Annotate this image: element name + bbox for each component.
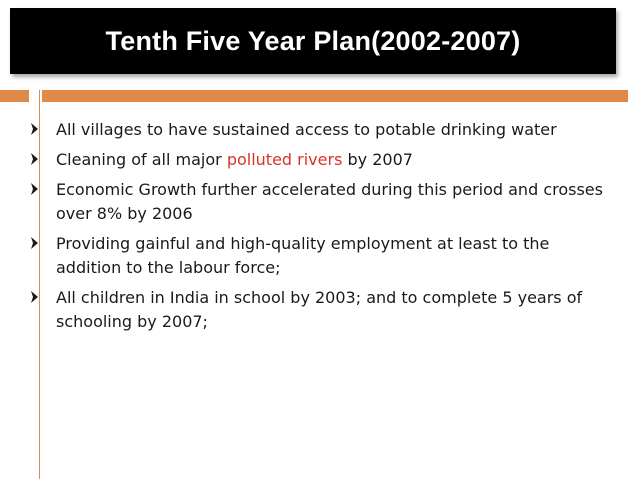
bullet-text-after: by 2007 (342, 150, 413, 169)
arrow-bullet-icon (30, 290, 40, 304)
bullet-list (0, 118, 638, 340)
bullet-text: All villages to have sustained access to potable drinking water (56, 120, 557, 139)
arrow-bullet-icon (30, 122, 40, 136)
bullet-text-before: Cleaning of all major (56, 150, 227, 169)
accent-rule-right (42, 90, 628, 102)
arrow-bullet-icon (30, 152, 40, 166)
bullet-item (0, 232, 638, 280)
arrow-bullet-icon (30, 182, 40, 196)
arrow-bullet-icon (30, 236, 40, 250)
bullet-text: All children in India in school by 2003; and to complete 5 years of schooling by 2007; (56, 288, 583, 331)
highlight-text: polluted rivers (226, 150, 343, 169)
bullet-item (0, 118, 638, 142)
bullet-item (0, 178, 638, 226)
bullet-text: Economic Growth further accelerated during this period and crosses over 8% by 2006 (56, 180, 603, 223)
title-bar (10, 8, 616, 74)
accent-vertical-line-right (627, 90, 628, 102)
bullet-item (0, 286, 638, 334)
slide-title: Tenth Five Year Plan(2002-2007) (105, 25, 521, 56)
bullet-item (0, 148, 638, 172)
accent-rule-left (0, 90, 29, 102)
bullet-text: Providing gainful and high-quality employment at least to the addition to the labour force; (56, 234, 550, 277)
